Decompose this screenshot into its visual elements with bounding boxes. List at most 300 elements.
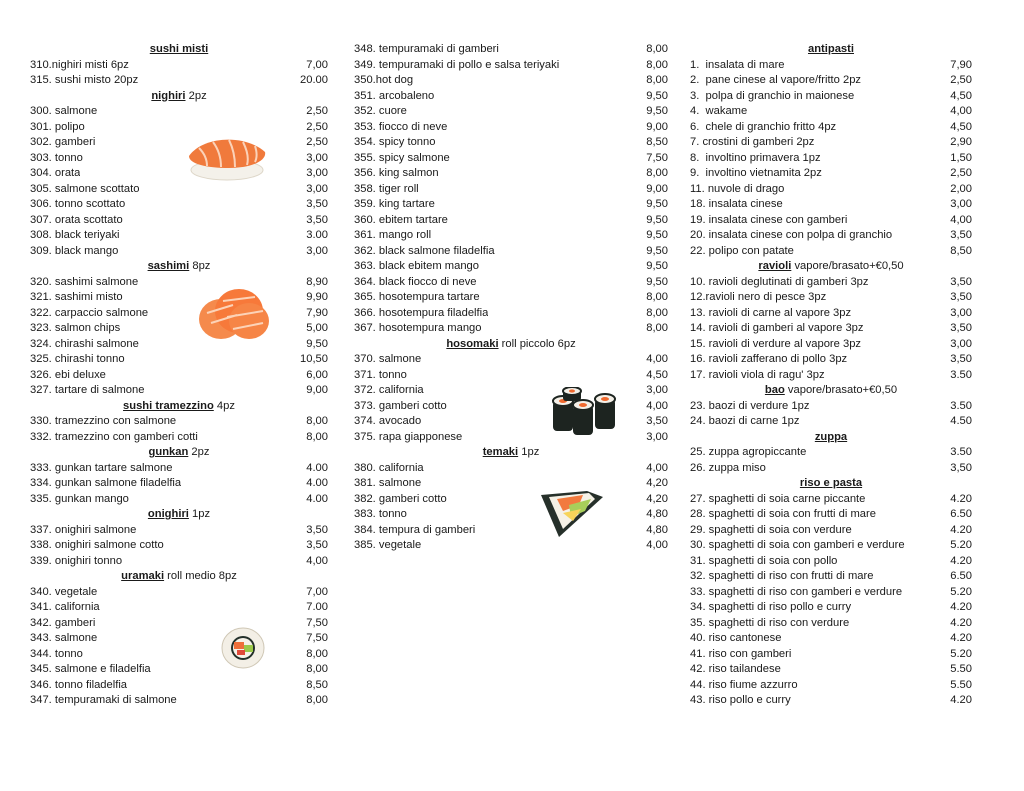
item-price: 8,00 [646, 167, 668, 179]
item-price: 4.00 [306, 461, 328, 474]
menu-item [690, 554, 972, 570]
section-heading-nighiri [30, 89, 328, 105]
menu-item [354, 58, 668, 74]
item-name: 307. orata scottato [30, 213, 123, 226]
item-name: 6. chele di granchio fritto 4pz [690, 120, 837, 133]
menu-item [30, 120, 328, 136]
item-name: 338. onighiri salmone cotto [30, 539, 164, 551]
item-name: 380. california [354, 461, 424, 474]
item-price: 3,50 [306, 198, 328, 210]
item-price: 7.00 [306, 601, 328, 613]
item-name: 375. rapa giapponese [354, 430, 463, 443]
menu-item [30, 476, 328, 492]
section-heading-ravioli [690, 259, 972, 275]
item-price: 10,50 [300, 353, 328, 365]
item-price: 4.20 [950, 694, 972, 706]
item-price: 4.20 [950, 616, 972, 629]
menu-item [30, 554, 328, 570]
item-price: 3,00 [646, 384, 668, 396]
item-name: 11. nuvole di drago [690, 182, 785, 195]
menu-item [690, 569, 972, 585]
menu-item [690, 678, 972, 694]
item-name: 364. black fiocco di neve [354, 275, 477, 288]
item-name: 320. sashimi salmone [30, 275, 139, 288]
item-name: 356. king salmon [354, 167, 439, 179]
menu-item [354, 89, 668, 105]
item-name: 348. tempuramaki di gamberi [354, 43, 499, 55]
item-name: 360. ebitem tartare [354, 213, 448, 226]
menu-item [354, 151, 668, 167]
item-name: 41. riso con gamberi [690, 647, 792, 660]
item-name: 347. tempuramaki di salmone [30, 694, 177, 706]
menu-item [354, 461, 668, 477]
menu-item [354, 275, 668, 291]
item-price: 4,50 [646, 368, 668, 381]
item-name: 339. onighiri tonno [30, 554, 123, 567]
item-name: 340. vegetale [30, 585, 98, 598]
item-price: 1,50 [950, 151, 972, 164]
item-price: 4.00 [306, 477, 328, 489]
item-price: 3,00 [306, 182, 328, 195]
item-price: 8,00 [646, 306, 668, 319]
menu-item [690, 461, 972, 477]
section-heading-bao [690, 383, 972, 399]
item-name: 19. insalata cinese con gamberi [690, 213, 848, 226]
menu-item [30, 616, 328, 632]
section-title: sashimi [147, 260, 190, 272]
section-heading-onighiri [30, 507, 328, 523]
section-title: sushi misti [149, 43, 209, 55]
section-note: roll medio 8pz [164, 570, 237, 582]
item-price: 3,50 [950, 229, 972, 241]
item-name: 32. spaghetti di riso con frutti di mare [690, 570, 874, 582]
item-price: 3.00 [306, 229, 328, 241]
menu-item [354, 290, 668, 306]
item-price: 4.20 [950, 523, 972, 536]
menu-item [30, 135, 328, 151]
section-heading-sushi-tramezzino [30, 399, 328, 415]
item-price: 4,50 [950, 120, 972, 133]
item-price: 8,00 [646, 43, 668, 55]
item-name: 370. salmone [354, 353, 422, 365]
item-price: 4,80 [646, 508, 668, 520]
section-title: antipasti [807, 43, 854, 55]
item-name: 333. gunkan tartare salmone [30, 461, 173, 474]
item-name: 300. salmone [30, 105, 98, 117]
menu-item [690, 337, 972, 353]
menu-item [690, 228, 972, 244]
item-name: 16. ravioli zafferano di pollo 3pz [690, 353, 848, 365]
item-name: 315. sushi misto 20pz [30, 74, 139, 86]
menu-item [690, 321, 972, 337]
item-price: 3,50 [306, 523, 328, 536]
item-name: 27. spaghetti di soia carne piccante [690, 492, 866, 505]
item-name: 308. black teriyaki [30, 229, 120, 241]
menu-item [30, 197, 328, 213]
item-price: 3.50 [950, 446, 972, 458]
item-price: 3,50 [950, 461, 972, 474]
item-price: 8,50 [306, 678, 328, 691]
menu-item [354, 182, 668, 198]
item-price: 3,00 [306, 244, 328, 257]
item-name: 14. ravioli di gamberi al vapore 3pz [690, 322, 864, 334]
item-name: 8. involtino primavera 1pz [690, 151, 821, 164]
menu-item [354, 321, 668, 337]
item-name: 306. tonno scottato [30, 198, 126, 210]
item-price: 3,00 [306, 167, 328, 179]
menu-item [690, 290, 972, 306]
item-name: 346. tonno filadelfia [30, 678, 128, 691]
item-price: 9,50 [646, 229, 668, 241]
item-price: 3,00 [306, 151, 328, 164]
menu-item [690, 151, 972, 167]
menu-item [690, 600, 972, 616]
item-name: 381. salmone [354, 477, 422, 489]
menu-item [690, 104, 972, 120]
menu-item [690, 368, 972, 384]
section-heading-uramaki [30, 569, 328, 585]
item-name: 33. spaghetti di riso con gamberi e verdure [690, 585, 903, 598]
menu-item [30, 538, 328, 554]
menu-item [354, 507, 668, 523]
item-price: 5.50 [950, 678, 972, 691]
section-title: riso e pasta [799, 477, 863, 489]
menu-item [30, 306, 328, 322]
menu-item [30, 321, 328, 337]
item-name: 322. carpaccio salmone [30, 306, 149, 319]
menu-item [690, 538, 972, 554]
item-price: 9,50 [646, 260, 668, 272]
item-price: 4,80 [646, 523, 668, 536]
menu-item [30, 275, 328, 291]
section-heading-hosomaki [354, 337, 668, 353]
item-name: 34. spaghetti di riso pollo e curry [690, 601, 852, 613]
item-name: 351. arcobaleno [354, 89, 435, 102]
menu-item [690, 647, 972, 663]
item-price: 4.20 [950, 554, 972, 567]
menu-item [30, 585, 328, 601]
section-note: roll piccolo 6pz [498, 337, 576, 350]
menu-item [30, 693, 328, 709]
item-price: 3,50 [306, 539, 328, 551]
menu-item [354, 523, 668, 539]
item-name: 372. california [354, 384, 424, 396]
item-price: 9,50 [646, 105, 668, 117]
item-price: 2,90 [950, 136, 972, 148]
item-name: 353. fiocco di neve [354, 120, 448, 133]
item-price: 2,50 [950, 74, 972, 86]
menu-item [30, 631, 328, 647]
item-name: 326. ebi deluxe [30, 368, 106, 381]
item-price: 7,00 [306, 58, 328, 71]
menu-item [30, 492, 328, 508]
item-price: 2,50 [306, 136, 328, 148]
item-name: 342. gamberi [30, 616, 96, 629]
menu-item [690, 523, 972, 539]
item-price: 2,50 [306, 105, 328, 117]
item-price: 9,50 [646, 89, 668, 102]
item-name: 26. zuppa miso [690, 461, 766, 474]
menu-item [690, 414, 972, 430]
menu-item [30, 523, 328, 539]
menu-item [30, 228, 328, 244]
item-price: 2,50 [950, 167, 972, 179]
section-note: vapore/brasato+€0,50 [791, 260, 904, 272]
section-title: onighiri [147, 508, 189, 520]
item-price: 9,50 [646, 244, 668, 257]
item-price: 4,00 [950, 213, 972, 226]
item-price: 4,00 [950, 105, 972, 117]
item-price: 7,00 [306, 585, 328, 598]
item-price: 3,50 [950, 322, 972, 334]
item-price: 7,50 [646, 151, 668, 164]
menu-item [354, 197, 668, 213]
menu-item [690, 399, 972, 415]
item-price: 5.50 [950, 663, 972, 675]
item-name: 23. baozi di verdure 1pz [690, 399, 810, 412]
item-name: 345. salmone e filadelfia [30, 663, 151, 675]
item-name: 341. california [30, 601, 100, 613]
menu-item [690, 693, 972, 709]
section-note: 1pz [518, 446, 540, 458]
item-name: 335. gunkan mango [30, 492, 129, 505]
item-name: 332. tramezzino con gamberi cotti [30, 430, 198, 443]
menu-item [30, 461, 328, 477]
item-name: 12.ravioli nero di pesce 3pz [690, 291, 827, 303]
section-note: 8pz [189, 260, 211, 272]
item-price: 8,50 [950, 244, 972, 257]
item-name: 343. salmone [30, 632, 98, 644]
item-price: 3.50 [950, 368, 972, 381]
menu-item [690, 616, 972, 632]
item-price: 4,20 [646, 477, 668, 489]
menu-item [354, 244, 668, 260]
item-name: 330. tramezzino con salmone [30, 415, 177, 427]
item-name: 35. spaghetti di riso con verdure [690, 616, 850, 629]
menu-item [690, 213, 972, 229]
item-name: 31. spaghetti di soia con pollo [690, 554, 838, 567]
section-heading-temaki [354, 445, 668, 461]
item-price: 4,00 [646, 539, 668, 551]
menu-item [354, 368, 668, 384]
item-price: 2,00 [950, 182, 972, 195]
section-note: 2pz [188, 446, 210, 458]
item-price: 3,50 [950, 291, 972, 303]
temaki-image [539, 487, 605, 539]
item-name: 325. chirashi tonno [30, 353, 125, 365]
item-price: 5.20 [950, 585, 972, 598]
menu-item [30, 352, 328, 368]
item-name: 301. polipo [30, 120, 85, 133]
item-price: 5,00 [306, 322, 328, 334]
item-name: 15. ravioli di verdure al vapore 3pz [690, 337, 862, 350]
menu-item [30, 414, 328, 430]
item-name: 337. onighiri salmone [30, 523, 137, 536]
item-name: 324. chirashi salmone [30, 337, 139, 350]
menu-item [30, 368, 328, 384]
item-name: 304. orata [30, 167, 81, 179]
salmon-nigiri-image [183, 132, 269, 184]
item-price: 4,00 [306, 554, 328, 567]
menu-item [354, 120, 668, 136]
item-name: 359. king tartare [354, 198, 435, 210]
menu-item [690, 275, 972, 291]
item-name: 365. hosotempura tartare [354, 291, 480, 303]
item-name: 28. spaghetti di soia con frutti di mare [690, 508, 876, 520]
menu-item [30, 58, 328, 74]
item-price: 20.00 [300, 74, 328, 86]
menu-column-1 [30, 42, 328, 709]
menu-item [30, 151, 328, 167]
item-name: 44. riso fiume azzurro [690, 678, 798, 691]
item-price: 5.20 [950, 647, 972, 660]
item-price: 9,50 [306, 337, 328, 350]
item-price: 4.50 [950, 415, 972, 427]
section-title: hosomaki [446, 337, 499, 350]
menu-item [30, 213, 328, 229]
section-note: 4pz [213, 399, 235, 412]
salmon-sashimi-image [197, 283, 271, 343]
item-name: 310.nighiri misti 6pz [30, 58, 129, 71]
item-name: 361. mango roll [354, 229, 432, 241]
menu-column-2 [354, 42, 668, 554]
item-name: 363. black ebitem mango [354, 260, 480, 272]
item-price: 7,90 [306, 306, 328, 319]
item-price: 8,00 [646, 291, 668, 303]
item-name: 309. black mango [30, 244, 119, 257]
item-name: 20. insalata cinese con polpa di granchio [690, 229, 893, 241]
item-name: 30. spaghetti di soia con gamberi e verdure [690, 539, 905, 551]
item-price: 6.50 [950, 508, 972, 520]
menu-item [690, 89, 972, 105]
menu-item [30, 244, 328, 260]
item-price: 2,50 [306, 120, 328, 133]
section-title: nighiri [151, 89, 186, 102]
item-name: 302. gamberi [30, 136, 96, 148]
item-name: 1. insalata di mare [690, 58, 785, 71]
item-price: 7,90 [950, 58, 972, 71]
item-name: 305. salmone scottato [30, 182, 140, 195]
item-name: 350.hot dog [354, 74, 414, 86]
menu-item [690, 306, 972, 322]
item-price: 3,50 [646, 415, 668, 427]
menu-item [354, 42, 668, 58]
item-price: 4,00 [646, 461, 668, 474]
item-price: 4.20 [950, 632, 972, 644]
item-name: 40. riso cantonese [690, 632, 782, 644]
item-price: 8,00 [306, 647, 328, 660]
item-name: 349. tempuramaki di pollo e salsa teriyaki [354, 58, 560, 71]
item-price: 3,50 [306, 213, 328, 226]
item-name: 385. vegetale [354, 539, 422, 551]
item-price: 9,50 [646, 198, 668, 210]
menu-item [690, 197, 972, 213]
item-price: 3,50 [950, 353, 972, 365]
menu-item [354, 352, 668, 368]
item-name: 303. tonno [30, 151, 83, 164]
item-price: 3,00 [950, 198, 972, 210]
menu-item [30, 166, 328, 182]
menu-item [354, 538, 668, 554]
item-price: 8,00 [646, 322, 668, 334]
menu-item [30, 337, 328, 353]
item-name: 354. spicy tonno [354, 136, 436, 148]
section-note: vapore/brasato+€0,50 [784, 384, 898, 396]
menu-item [30, 678, 328, 694]
item-name: 344. tonno [30, 647, 83, 660]
section-title: temaki [482, 446, 519, 458]
item-name: 43. riso pollo e curry [690, 694, 791, 706]
item-price: 8,00 [306, 694, 328, 706]
menu-item [30, 290, 328, 306]
menu-item [690, 73, 972, 89]
section-title: bao [764, 384, 785, 396]
item-name: 42. riso tailandese [690, 663, 781, 675]
item-price: 3,00 [646, 430, 668, 443]
item-price: 8,00 [646, 58, 668, 71]
item-name: 355. spicy salmone [354, 151, 450, 164]
menu-item [690, 662, 972, 678]
item-price: 9,50 [646, 275, 668, 288]
item-price: 9,00 [646, 120, 668, 133]
item-name: 352. cuore [354, 105, 407, 117]
menu-item [30, 430, 328, 446]
menu-item [354, 213, 668, 229]
menu-column-3 [690, 42, 972, 709]
item-price: 4,50 [950, 89, 972, 102]
item-name: 29. spaghetti di soia con verdure [690, 523, 852, 536]
item-name: 358. tiger roll [354, 182, 419, 195]
section-heading-sushi-misti [30, 42, 328, 58]
menu-item [690, 58, 972, 74]
menu-item [690, 445, 972, 461]
item-price: 6.50 [950, 570, 972, 582]
item-price: 4.20 [950, 492, 972, 505]
menu-item [690, 166, 972, 182]
menu-item [30, 73, 328, 89]
item-name: 10. ravioli deglutinati di gamberi 3pz [690, 275, 869, 288]
item-name: 17. ravioli viola di ragu' 3pz [690, 368, 825, 381]
item-name: 3. polpa di granchio in maionese [690, 89, 855, 102]
section-title: ravioli [758, 260, 792, 272]
menu-item [690, 182, 972, 198]
item-name: 384. tempura di gamberi [354, 523, 476, 536]
item-price: 9,00 [646, 182, 668, 195]
item-name: 327. tartare di salmone [30, 384, 145, 396]
menu-item [354, 306, 668, 322]
item-name: 9. involtino vietnamita 2pz [690, 167, 822, 179]
section-title: uramaki [121, 570, 165, 582]
section-heading-riso-e-pasta [690, 476, 972, 492]
item-price: 4.20 [950, 601, 972, 613]
section-heading-sashimi [30, 259, 328, 275]
item-price: 8,00 [306, 663, 328, 675]
item-price: 9,50 [646, 213, 668, 226]
item-price: 8,90 [306, 275, 328, 288]
item-price: 5.20 [950, 539, 972, 551]
item-name: 373. gamberi cotto [354, 399, 447, 412]
menu-item [354, 104, 668, 120]
item-name: 382. gamberi cotto [354, 492, 447, 505]
menu-item [690, 244, 972, 260]
item-price: 3,00 [950, 306, 972, 319]
section-note: 2pz [185, 89, 207, 102]
menu-item [354, 476, 668, 492]
section-note: 1pz [188, 508, 211, 520]
menu-item [354, 135, 668, 151]
item-name: 24. baozi di carne 1pz [690, 415, 800, 427]
item-price: 7,50 [306, 616, 328, 629]
